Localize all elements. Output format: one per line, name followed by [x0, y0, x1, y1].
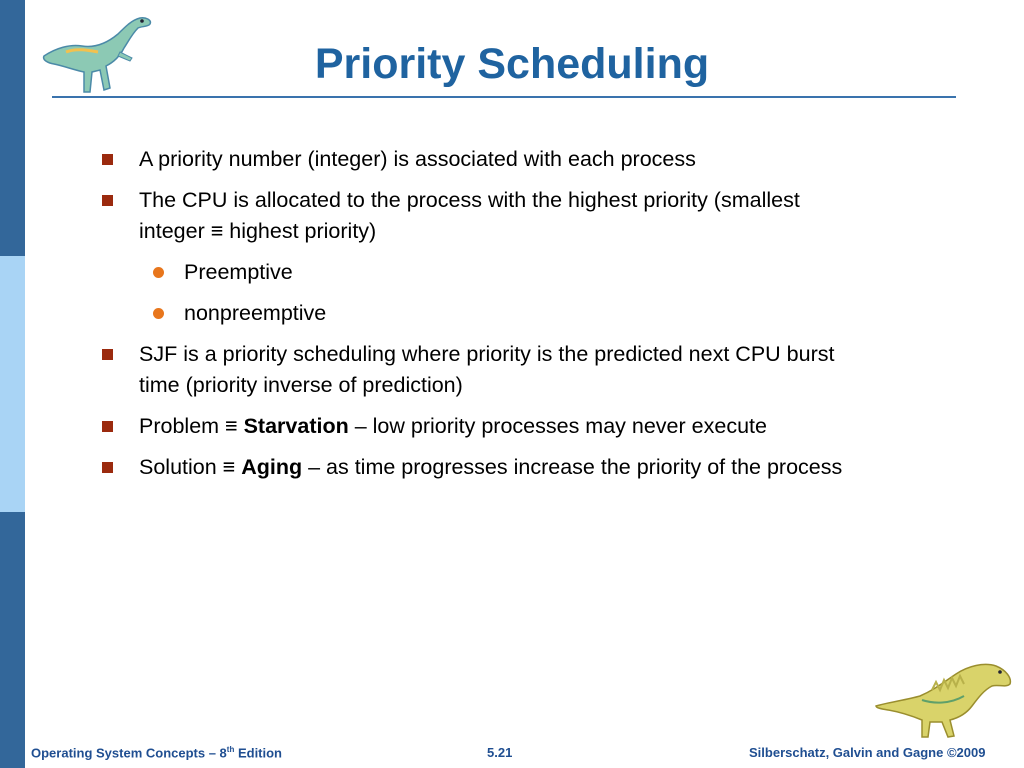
bullet-text-line2: time (priority inverse of prediction): [139, 373, 463, 397]
bullet-text-line1: The CPU is allocated to the process with the highest priority (smallest: [139, 188, 800, 212]
side-bar-top: [0, 0, 25, 256]
footer-book-suffix: Edition: [234, 745, 283, 761]
square-bullet-icon: [102, 421, 113, 432]
sub-bullet-item: [100, 298, 1000, 329]
bullet-item: [100, 339, 1000, 401]
footer-page-number: 5.21: [487, 745, 513, 760]
bullet-text-suffix: – low priority processes may never execute: [348, 414, 767, 438]
bullet-item: [100, 185, 1000, 247]
bullet-text-line1: SJF is a priority scheduling where priority is the predicted next CPU burst: [139, 342, 835, 366]
side-bar-bottom: [0, 512, 25, 768]
footer-book-title: [31, 745, 282, 760]
footer-authors: Silberschatz, Galvin and Gagne ©2009: [749, 745, 986, 760]
bullet-item: [100, 144, 1000, 175]
bullet-bold-term: Starvation: [243, 414, 349, 438]
bullet-text-prefix: Solution: [139, 455, 223, 479]
bullet-text: Preemptive: [184, 260, 293, 284]
bullet-text-line2-prefix: integer: [139, 219, 211, 243]
bullet-list: [100, 144, 1000, 493]
bullet-text-line2-suffix: highest priority): [223, 219, 377, 243]
bullet-text: A priority number (integer) is associated with each process: [139, 147, 696, 171]
bullet-item: [100, 452, 1000, 483]
side-bar-middle: [0, 256, 25, 512]
bullet-text-suffix: – as time progresses increase the priority of the process: [302, 455, 843, 479]
equivalence-symbol: ≡: [225, 414, 238, 438]
slide-title: Priority Scheduling: [314, 40, 710, 88]
equivalence-symbol: ≡: [222, 455, 236, 479]
dinosaur-top-left-icon: [36, 8, 158, 96]
footer-book-sup: th: [226, 745, 235, 754]
bullet-text-prefix: Problem: [139, 414, 226, 438]
square-bullet-icon: [102, 195, 113, 206]
square-bullet-icon: [102, 154, 113, 165]
square-bullet-icon: [102, 349, 113, 360]
footer-book-prefix: Operating System Concepts – 8: [31, 745, 227, 761]
bullet-text: nonpreemptive: [184, 301, 327, 325]
sub-bullet-item: [100, 257, 1000, 288]
bullet-bold-term: Aging: [241, 455, 303, 479]
bullet-item: [100, 411, 1000, 442]
square-bullet-icon: [102, 462, 113, 473]
equivalence-symbol: ≡: [210, 219, 224, 243]
dinosaur-bottom-right-icon: [872, 660, 1016, 740]
title-divider: [52, 96, 956, 98]
round-bullet-icon: [153, 267, 164, 278]
round-bullet-icon: [153, 308, 164, 319]
